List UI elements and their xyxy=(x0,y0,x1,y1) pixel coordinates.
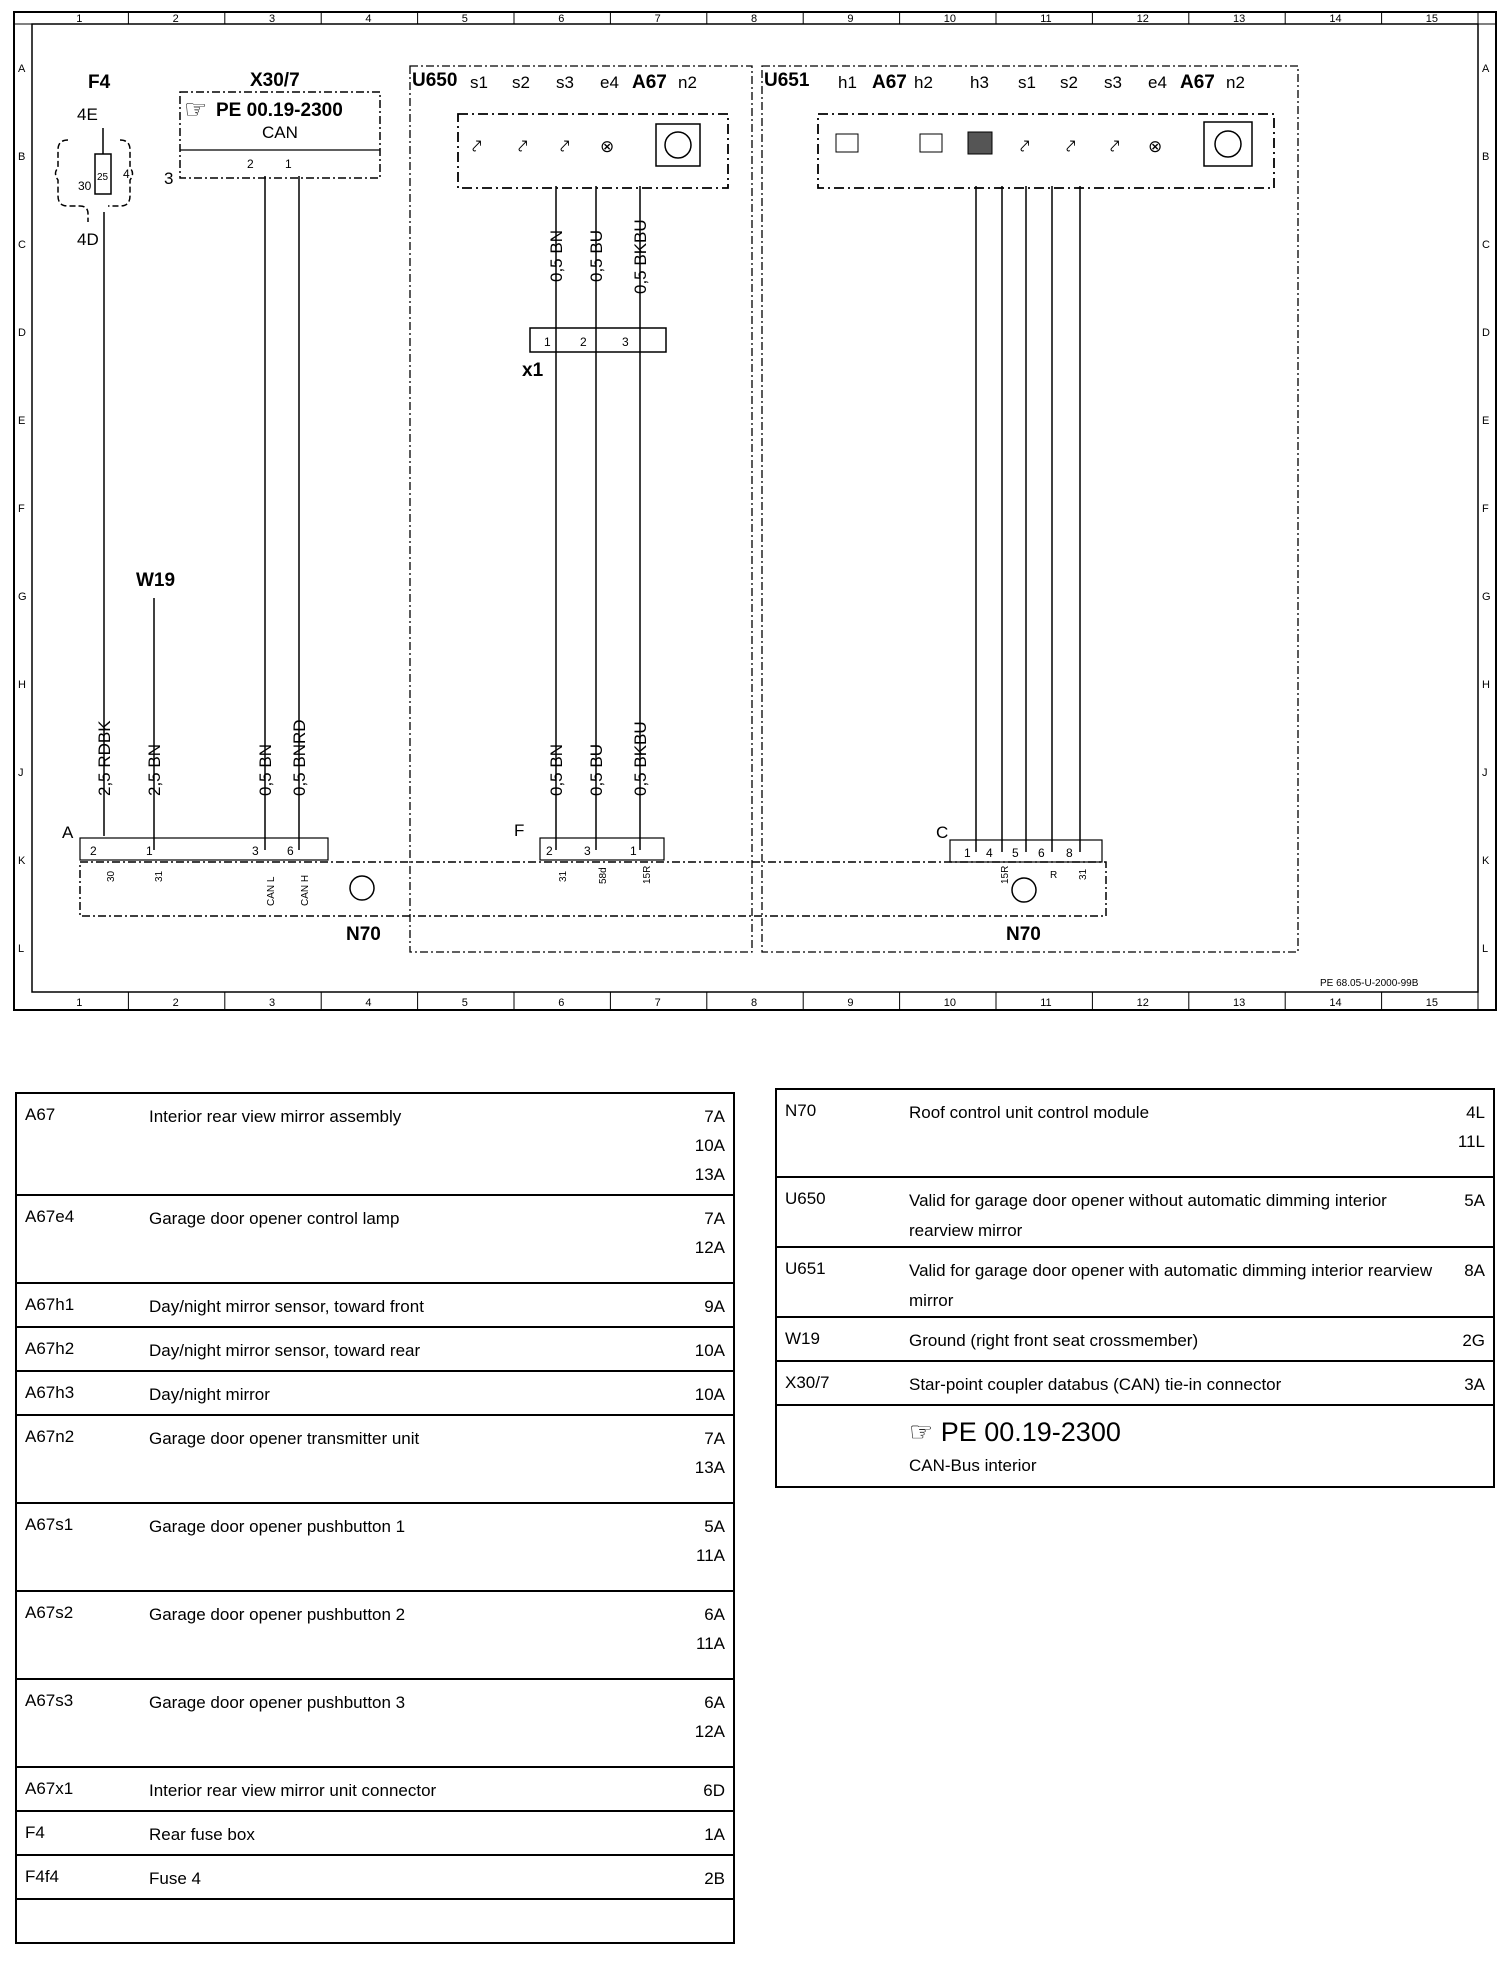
grid-col-label: 1 xyxy=(76,997,83,1009)
x30-label: X30/7 xyxy=(250,70,300,91)
grid-col-label: 12 xyxy=(1136,997,1149,1009)
c-pin: 8 xyxy=(1066,846,1073,860)
legend-loc: 1A xyxy=(704,1825,725,1844)
pointing-hand-icon: ☞ xyxy=(184,94,208,124)
a-term: 30 xyxy=(106,870,117,882)
x1-pin1: 1 xyxy=(544,335,551,349)
grid-col-label: 10 xyxy=(943,13,957,25)
legend-right xyxy=(775,1088,1495,1488)
x30-can: CAN xyxy=(262,123,298,142)
grid-row-label: H xyxy=(1482,679,1490,691)
legend-row xyxy=(16,1811,734,1855)
group-u650 xyxy=(410,66,752,952)
legend-code: A67s3 xyxy=(25,1691,74,1710)
legend-loc: 6D xyxy=(703,1781,725,1800)
grid-row-label: D xyxy=(18,327,26,339)
legend-desc: Day/night mirror sensor, toward rear xyxy=(149,1341,421,1360)
wire-label: 0,5 BN xyxy=(547,230,566,282)
grid-row-label: L xyxy=(18,943,25,955)
transmitter-icon xyxy=(1204,122,1252,166)
legend-code: A67n2 xyxy=(25,1427,75,1446)
grid-row-label: K xyxy=(18,855,26,867)
c-pin: 5 xyxy=(1012,846,1019,860)
wire-label: 0,5 BNRD xyxy=(290,719,309,796)
legend-desc: Interior rear view mirror assembly xyxy=(149,1107,402,1126)
legend-desc: Garage door opener pushbutton 2 xyxy=(149,1605,406,1624)
u651-e4: e4 xyxy=(1148,73,1167,92)
grid-row-label: D xyxy=(1482,327,1490,339)
legend-desc: Valid for garage door opener with automatic dimming interior rearview mirror xyxy=(909,1261,1433,1310)
f-pin: 3 xyxy=(584,844,591,858)
grid-row-label: B xyxy=(1482,151,1490,163)
grid-row-label: K xyxy=(1482,855,1490,867)
grid-row-label: H xyxy=(18,679,26,691)
legend-code: A67 xyxy=(25,1105,56,1124)
grid-row-label: L xyxy=(1482,943,1489,955)
u651-h2: h2 xyxy=(914,73,933,92)
wire-label: 0,5 BN xyxy=(547,744,566,796)
conn-f-label: F xyxy=(514,821,525,840)
x1-label: x1 xyxy=(522,360,544,381)
lamp-icon: ⊗ xyxy=(600,137,615,156)
u651-h1: h1 xyxy=(838,73,857,92)
c-term: 31 xyxy=(1078,868,1089,880)
wire-label: 0,5 BKBU xyxy=(631,219,650,294)
grid-row-label: F xyxy=(18,503,25,515)
switch-icon: ⤤ xyxy=(518,137,528,156)
legend-loc: 10A xyxy=(694,1385,725,1404)
legend-desc: Garage door opener pushbutton 1 xyxy=(149,1517,406,1536)
legend-row xyxy=(16,1371,734,1415)
legend-desc: Day/night mirror xyxy=(149,1385,270,1404)
legend-ref: PE 00.19-2300 xyxy=(940,1417,1121,1447)
grid-col-label: 10 xyxy=(943,997,957,1009)
switch-icon: ⤤ xyxy=(1110,137,1120,156)
legend-loc: 7A 12A xyxy=(694,1209,725,1257)
f-term: 15R xyxy=(642,865,653,884)
c-pin: 6 xyxy=(1038,846,1045,860)
grid-col-label: 11 xyxy=(1040,13,1052,25)
row-grid-left xyxy=(18,63,27,955)
grid-row-label: F xyxy=(1482,503,1489,515)
legend-row xyxy=(16,1327,734,1371)
f-term: 31 xyxy=(558,870,569,882)
wire-label: 2,5 BN xyxy=(145,744,164,796)
legend-code: W19 xyxy=(785,1329,820,1348)
f4-4e: 4E xyxy=(77,105,98,124)
legend-row xyxy=(16,1415,734,1503)
u650-s2: s2 xyxy=(512,73,530,92)
u651-s2: s2 xyxy=(1060,73,1078,92)
grid-row-label: C xyxy=(1482,239,1490,251)
wire-label: 0,5 BU xyxy=(587,230,606,282)
x30-3: 3 xyxy=(164,169,174,188)
legend-desc: Star-point coupler databus (CAN) tie-in connector xyxy=(909,1375,1282,1394)
a-term: 31 xyxy=(154,870,165,882)
legend-row xyxy=(16,1283,734,1327)
module-icon xyxy=(1012,878,1036,902)
legend-row xyxy=(16,1093,734,1195)
row-grid-right xyxy=(1482,63,1491,955)
legend-loc: 9A xyxy=(704,1297,725,1316)
f-term: 58d xyxy=(598,867,609,884)
grid-col-label: 7 xyxy=(654,997,661,1009)
u650-e4: e4 xyxy=(600,73,619,92)
f4-4d: 4D xyxy=(77,230,99,249)
legend-loc: 3A xyxy=(1464,1375,1485,1394)
wire-labels xyxy=(95,219,650,796)
column-grid-top xyxy=(14,12,1496,25)
legend-loc: 7A 10A 13A xyxy=(694,1107,725,1184)
switch-icon: ⤤ xyxy=(1020,137,1030,156)
legend-code: A67s1 xyxy=(25,1515,74,1534)
grid-row-label: A xyxy=(1482,63,1490,75)
legend-code: A67h3 xyxy=(25,1383,75,1402)
legend-code: A67h2 xyxy=(25,1339,75,1358)
pointing-hand-icon: ☞ xyxy=(909,1417,941,1447)
connector-x30-7 xyxy=(164,70,380,188)
grid-col-label: 1 xyxy=(76,13,83,25)
grid-row-label: G xyxy=(18,591,27,603)
grid-col-label: 13 xyxy=(1233,13,1246,25)
lamp-icon: ⊗ xyxy=(1148,137,1163,156)
a-pin: 6 xyxy=(287,844,294,858)
wire-label: 2,5 RDBK xyxy=(95,720,114,796)
legend-row xyxy=(16,1767,734,1811)
legend-loc: 5A xyxy=(1464,1191,1485,1210)
fuse-rating: 25 xyxy=(97,172,109,183)
grid-col-label: 7 xyxy=(654,13,661,25)
grid-row-label: J xyxy=(1482,767,1488,779)
a-pin: 3 xyxy=(252,844,259,858)
legend-code: U651 xyxy=(785,1259,826,1278)
column-grid-bottom xyxy=(14,992,1496,1010)
module-n70 xyxy=(62,821,1106,945)
legend-desc: Ground (right front seat crossmember) xyxy=(909,1331,1199,1350)
u650-n2: n2 xyxy=(678,73,697,92)
x1-pin3: 3 xyxy=(622,335,629,349)
wire-label: 0,5 BU xyxy=(587,744,606,796)
grid-col-label: 3 xyxy=(269,997,276,1009)
legend-loc: 2B xyxy=(704,1869,725,1888)
wire-label: 0,5 BKBU xyxy=(631,721,650,796)
grid-row-label: C xyxy=(18,239,26,251)
c-pin: 1 xyxy=(964,846,971,860)
diagram-code: PE 68.05-U-2000-99B xyxy=(1320,978,1419,989)
x1-pin2: 2 xyxy=(580,335,587,349)
wire-label: 0,5 BN xyxy=(256,744,275,796)
legend-loc: 6A 11A xyxy=(696,1605,725,1653)
c-term: 15R xyxy=(1000,865,1011,884)
legend-row xyxy=(16,1195,734,1283)
n70-label-left: N70 xyxy=(346,924,381,945)
legend-code: A67s2 xyxy=(25,1603,74,1622)
sensor-icon xyxy=(836,134,858,152)
conn-a-label: A xyxy=(62,823,74,842)
grid-col-label: 2 xyxy=(172,13,179,25)
c-term: R xyxy=(1050,870,1058,881)
u650-s1: s1 xyxy=(470,73,488,92)
grid-col-label: 2 xyxy=(172,997,179,1009)
n70-label-right: N70 xyxy=(1006,924,1041,945)
legend-desc: Day/night mirror sensor, toward front xyxy=(149,1297,424,1316)
w19-label: W19 xyxy=(136,570,176,591)
x30-pin1: 1 xyxy=(285,157,292,171)
u650-s3: s3 xyxy=(556,73,574,92)
legend-row xyxy=(16,1591,734,1679)
x30-pin2: 2 xyxy=(247,157,254,171)
grid-row-label: E xyxy=(1482,415,1490,427)
legend-desc: Valid for garage door opener without automatic dimming interior rearview mirror xyxy=(909,1191,1387,1240)
group-u651 xyxy=(762,66,1298,952)
legend-desc: Garage door opener pushbutton 3 xyxy=(149,1693,406,1712)
legend-row xyxy=(16,1855,734,1899)
legend-code: A67h1 xyxy=(25,1295,75,1314)
a-term: CAN L xyxy=(266,876,277,906)
u651-n2: n2 xyxy=(1226,73,1245,92)
f4-label: F4 xyxy=(88,72,111,93)
u651-a67b: A67 xyxy=(1180,72,1215,93)
grid-col-label: 9 xyxy=(847,13,854,25)
c-pin: 4 xyxy=(986,846,993,860)
grid-col-label: 11 xyxy=(1040,997,1052,1009)
legend-row xyxy=(16,1679,734,1767)
legend-loc: 8A xyxy=(1464,1261,1485,1280)
legend-desc: Roof control unit control module xyxy=(909,1103,1150,1122)
legend-loc: 5A 11A xyxy=(696,1517,725,1565)
grid-col-label: 8 xyxy=(751,997,758,1009)
legend-row xyxy=(776,1361,1494,1405)
a-term: CAN H xyxy=(300,874,311,906)
grid-row-label: A xyxy=(18,63,26,75)
legend-left xyxy=(15,1092,735,1944)
switch-icon: ⤤ xyxy=(1066,137,1076,156)
grid-col-label: 13 xyxy=(1233,997,1246,1009)
legend-code: F4 xyxy=(25,1823,45,1842)
legend-desc: Rear fuse box xyxy=(149,1825,255,1844)
legend-loc: 6A 12A xyxy=(694,1693,725,1741)
u651-h3: h3 xyxy=(970,73,989,92)
a-pin: 1 xyxy=(146,844,153,858)
legend-desc: Garage door opener transmitter unit xyxy=(149,1429,420,1448)
grid-col-label: 5 xyxy=(461,997,468,1009)
fuse-box-f4 xyxy=(56,72,133,249)
legend-row xyxy=(776,1089,1494,1177)
legend-loc: 7A 13A xyxy=(694,1429,725,1477)
grid-col-label: 12 xyxy=(1136,13,1149,25)
grid-col-label: 6 xyxy=(558,997,565,1009)
f4-pin4: 4 xyxy=(123,167,130,181)
u650-label: U650 xyxy=(412,70,458,91)
grid-col-label: 6 xyxy=(558,13,565,25)
legend-ref-row xyxy=(776,1405,1494,1487)
legend-code: N70 xyxy=(785,1101,817,1120)
grid-col-label: 4 xyxy=(365,997,372,1009)
switch-icon: ⤤ xyxy=(472,137,482,156)
legend-desc: Garage door opener control lamp xyxy=(149,1209,400,1228)
grid-row-label: B xyxy=(18,151,26,163)
legend-loc: 2G xyxy=(1462,1331,1485,1350)
legend-code: A67e4 xyxy=(25,1207,75,1226)
grid-col-label: 5 xyxy=(461,13,468,25)
legend-ref-desc: CAN-Bus interior xyxy=(909,1456,1037,1475)
sensor-icon xyxy=(920,134,942,152)
transmitter-icon xyxy=(656,124,700,166)
legend-loc: 4L 11L xyxy=(1457,1103,1485,1151)
module-icon xyxy=(350,876,374,900)
legend-code: F4f4 xyxy=(25,1867,60,1886)
f-pin: 1 xyxy=(630,844,637,858)
legend-empty-row xyxy=(16,1899,734,1943)
grid-col-label: 3 xyxy=(269,13,276,25)
legend-code: A67x1 xyxy=(25,1779,74,1798)
grid-col-label: 14 xyxy=(1329,997,1342,1009)
legend-desc: Fuse 4 xyxy=(149,1869,201,1888)
grid-row-label: G xyxy=(1482,591,1491,603)
connector-x1 xyxy=(522,328,666,381)
grid-row-label: J xyxy=(18,767,24,779)
u651-label: U651 xyxy=(764,70,810,91)
legend-loc: 10A xyxy=(694,1341,725,1360)
legend-code: X30/7 xyxy=(785,1373,830,1392)
legend-code: U650 xyxy=(785,1189,826,1208)
u651-s3: s3 xyxy=(1104,73,1122,92)
u650-a67: A67 xyxy=(632,72,667,93)
legend-row xyxy=(776,1317,1494,1361)
u651-a67a: A67 xyxy=(872,72,907,93)
x30-pe-ref: PE 00.19-2300 xyxy=(216,100,343,121)
grid-col-label: 14 xyxy=(1329,13,1342,25)
legend-desc: Interior rear view mirror unit connector xyxy=(149,1781,437,1800)
grid-col-label: 15 xyxy=(1425,997,1439,1009)
u651-s1: s1 xyxy=(1018,73,1036,92)
grid-row-label: E xyxy=(18,415,26,427)
legend-row xyxy=(776,1247,1494,1317)
grid-col-label: 15 xyxy=(1425,13,1439,25)
grid-col-label: 8 xyxy=(751,13,758,25)
switch-icon: ⤤ xyxy=(560,137,570,156)
f4-pin30: 30 xyxy=(78,179,92,193)
mirror-icon xyxy=(968,132,992,154)
grid-col-label: 9 xyxy=(847,997,854,1009)
a-pin: 2 xyxy=(90,844,97,858)
f-pin: 2 xyxy=(546,844,553,858)
grid-col-label: 4 xyxy=(365,13,372,25)
legend-row xyxy=(16,1503,734,1591)
legend-row xyxy=(776,1177,1494,1247)
conn-c-label: C xyxy=(936,823,949,842)
